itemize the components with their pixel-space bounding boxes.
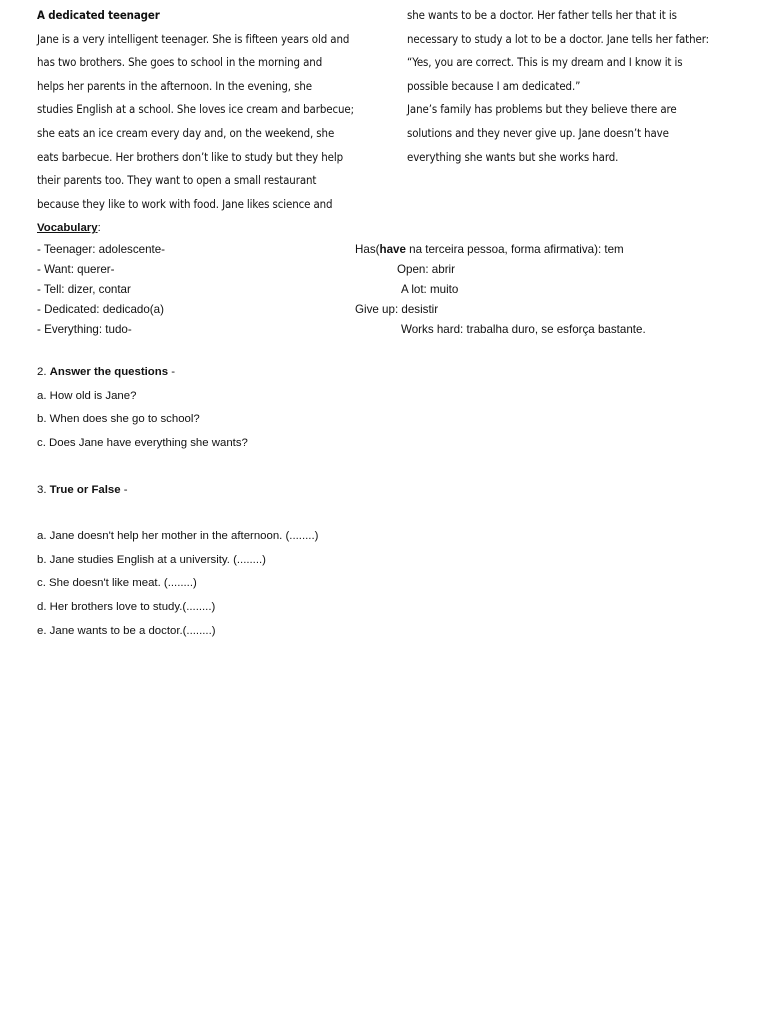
has-bold-word: have — [379, 243, 406, 256]
story-line: eats barbecue. Her brothers don’t like to study but they help — [37, 149, 344, 164]
vocabulary-item: Open: abrir — [397, 263, 455, 276]
section-heading — [37, 479, 128, 503]
story-line: studies English at a school. She loves ice cream and barbecue; — [37, 102, 354, 117]
section-dash: - — [168, 366, 175, 378]
vocabulary-item: Give up: desistir — [355, 303, 439, 316]
true-false-item: a. Jane doesn't help her mother in the afternoon. (........) — [37, 530, 319, 542]
answer-questions-section — [37, 361, 248, 456]
story-line: Jane’s family has problems but they believe there are — [407, 102, 677, 117]
story-line: everything she wants but she works hard. — [407, 149, 619, 164]
story-line: “Yes, you are correct. This is my dream and I know it is — [407, 55, 683, 70]
vocabulary-item: - Everything: tudo- — [37, 323, 132, 336]
story-line: helps her parents in the afternoon. In the evening, she — [37, 78, 312, 93]
true-false-item: d. Her brothers love to study.(........) — [37, 601, 216, 614]
vocabulary-right-list — [355, 240, 735, 340]
vocabulary-item: - Teenager: adolescente- — [37, 243, 166, 256]
section-title: Answer the questions — [49, 366, 169, 378]
section-heading — [37, 361, 248, 385]
vocabulary-item: - Want: querer- — [37, 263, 115, 276]
vocabulary-heading-label: Vocabulary — [37, 222, 98, 234]
section-dash: - — [120, 484, 128, 496]
vocabulary-item: A lot: muito — [401, 283, 459, 296]
vocabulary-heading — [37, 216, 101, 240]
story-line: possible because I am dedicated.” — [407, 78, 581, 93]
section-number: 2. — [37, 366, 47, 378]
true-false-item: e. Jane wants to be a doctor.(........) — [37, 624, 216, 637]
true-false-item: c. She doesn't like meat. (........) — [37, 577, 197, 590]
story-right-column — [407, 4, 747, 169]
section-title: True or False — [49, 484, 121, 496]
story-line: she eats an ice cream every day and, on the weekend, she — [37, 125, 335, 140]
story-line: she wants to be a doctor. Her father tells her that it is — [407, 8, 677, 22]
story-line: their parents too. They want to open a small restaurant — [37, 173, 317, 188]
true-false-heading — [37, 479, 128, 503]
question-item: a. How old is Jane? — [37, 389, 137, 402]
story-left-column — [37, 4, 377, 216]
story-line: necessary to study a lot to be a doctor. Jane tells her father: — [407, 31, 709, 46]
vocabulary-left-list — [37, 240, 165, 340]
has-suffix: na terceira pessoa, forma afirmativa): tem — [405, 243, 624, 256]
section-number: 3. — [37, 484, 47, 496]
story-line: Jane is a very intelligent teenager. She is fifteen years old and — [37, 31, 350, 46]
story-title: A dedicated teenager — [37, 8, 160, 22]
true-false-list — [37, 525, 318, 644]
question-item: c. Does Jane have everything she wants? — [37, 437, 248, 450]
vocabulary-item: - Dedicated: dedicado(a) — [37, 303, 164, 316]
story-line: has two brothers. She goes to school in the morning and — [37, 55, 323, 70]
question-item: b. When does she go to school? — [37, 413, 200, 426]
story-line: because they like to work with food. Jane likes science and — [37, 196, 333, 211]
vocabulary-item: Works hard: trabalha duro, se esforça bastante. — [401, 323, 646, 336]
story-line: solutions and they never give up. Jane doesn’t have — [407, 125, 669, 140]
true-false-item: b. Jane studies English at a university. (........) — [37, 553, 266, 566]
vocabulary-item: - Tell: dizer, contar — [37, 283, 131, 296]
has-prefix: Has( — [355, 243, 380, 256]
vocabulary-heading-colon: : — [97, 222, 101, 234]
vocabulary-item-has — [355, 240, 735, 260]
